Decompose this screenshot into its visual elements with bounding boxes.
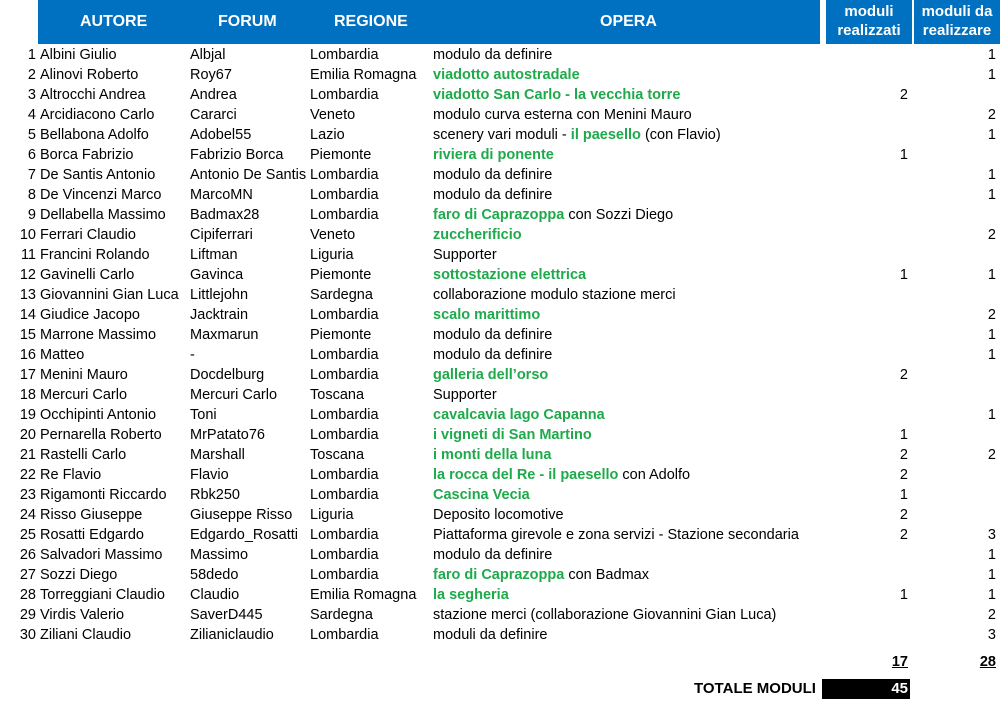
opera-before-text: modulo da definire: [433, 167, 553, 183]
table-row: [0, 185, 1000, 205]
cell-moduli-realizzati: 2: [899, 367, 908, 383]
table-row: [0, 605, 1000, 625]
cell-opera: [433, 505, 823, 525]
cell-moduli-realizzati: 2: [899, 507, 908, 523]
opera-before-text: Piattaforma girevole e zona servizi - Stazione secondaria: [433, 527, 799, 543]
table-row: [0, 245, 1000, 265]
opera-before-text: moduli da definire: [433, 627, 548, 643]
cell-forum: Giuseppe Risso: [190, 507, 293, 523]
row-number: 9: [27, 207, 36, 223]
opera-before-text: modulo da definire: [433, 327, 553, 343]
cell-moduli-realizzati: 1: [899, 487, 908, 503]
cell-autore: Re Flavio: [40, 467, 102, 483]
cell-autore: Matteo: [40, 347, 85, 363]
header-autore: AUTORE: [80, 13, 148, 30]
cell-forum: Roy67: [190, 67, 232, 83]
table-row: [0, 565, 1000, 585]
row-number: 12: [19, 267, 36, 283]
cell-forum: -: [190, 347, 195, 363]
cell-autore: Rastelli Carlo: [40, 447, 127, 463]
cell-opera: [433, 65, 823, 85]
cell-forum: Toni: [190, 407, 217, 423]
opera-before-text: modulo da definire: [433, 187, 553, 203]
row-number: 17: [19, 367, 36, 383]
cell-autore: Sozzi Diego: [40, 567, 118, 583]
table-row: [0, 445, 1000, 465]
cell-autore: Francini Rolando: [40, 247, 150, 263]
table-row: [0, 625, 1000, 645]
cell-regione: Lombardia: [310, 367, 379, 383]
cell-autore: Mercuri Carlo: [40, 387, 128, 403]
table-row: [0, 305, 1000, 325]
cell-opera: [433, 365, 823, 385]
row-number: 26: [19, 547, 36, 563]
total-moduli-value: 45: [822, 679, 910, 699]
row-number: 2: [27, 67, 36, 83]
opera-before-text: modulo da definire: [433, 47, 553, 63]
cell-autore: Albini Giulio: [40, 47, 117, 63]
cell-moduli-da-realizzare: 3: [987, 527, 996, 543]
table-row: [0, 325, 1000, 345]
cell-opera: [433, 45, 823, 65]
cell-moduli-da-realizzare: 1: [987, 347, 996, 363]
cell-forum: Jacktrain: [190, 307, 249, 323]
cell-regione: Lombardia: [310, 167, 379, 183]
cell-autore: Bellabona Adolfo: [40, 127, 149, 143]
header-da-realizzare-line2: realizzare: [922, 22, 992, 39]
cell-opera: [433, 405, 823, 425]
opera-hl-text: i vigneti di San Martino: [433, 427, 592, 443]
opera-before-text: Deposito locomotive: [433, 507, 564, 523]
cell-autore: Menini Mauro: [40, 367, 128, 383]
cell-forum: Andrea: [190, 87, 237, 103]
cell-opera: [433, 185, 823, 205]
cell-opera: [433, 145, 823, 165]
cell-regione: Lombardia: [310, 467, 379, 483]
table-row: [0, 505, 1000, 525]
table-row: [0, 485, 1000, 505]
cell-forum: Cararci: [190, 107, 237, 123]
cell-autore: Rosatti Edgardo: [40, 527, 144, 543]
cell-regione: Piemonte: [310, 147, 372, 163]
table-row: [0, 585, 1000, 605]
cell-autore: De Santis Antonio: [40, 167, 156, 183]
header-da-realizzare: [914, 0, 1000, 44]
header-opera: OPERA: [600, 13, 657, 30]
opera-before-text: Supporter: [433, 387, 497, 403]
opera-after-text: con Badmax: [564, 567, 649, 583]
opera-hl-text: cavalcavia lago Capanna: [433, 407, 605, 423]
row-number: 24: [19, 507, 36, 523]
cell-autore: Torreggiani Claudio: [40, 587, 165, 603]
table-row: [0, 145, 1000, 165]
cell-opera: [433, 445, 823, 465]
cell-autore: Borca Fabrizio: [40, 147, 134, 163]
row-number: 25: [19, 527, 36, 543]
table-row: [0, 265, 1000, 285]
table-row: [0, 365, 1000, 385]
table-row: [0, 105, 1000, 125]
cell-regione: Lombardia: [310, 87, 379, 103]
cell-moduli-da-realizzare: 1: [987, 547, 996, 563]
cell-regione: Sardegna: [310, 607, 373, 623]
opera-hl-text: galleria dell’orso: [433, 367, 549, 383]
cell-opera: [433, 545, 823, 565]
cell-moduli-da-realizzare: 1: [987, 267, 996, 283]
cell-forum: Marshall: [190, 447, 245, 463]
opera-hl-text: faro di Caprazoppa: [433, 567, 565, 583]
cell-autore: Dellabella Massimo: [40, 207, 166, 223]
opera-hl-text: scalo marittimo: [433, 307, 541, 323]
table-row: [0, 345, 1000, 365]
cell-opera: [433, 225, 823, 245]
cell-moduli-da-realizzare: 1: [987, 127, 996, 143]
header-realizzati: [826, 0, 912, 44]
cell-moduli-realizzati: 1: [899, 427, 908, 443]
opera-before-text: modulo da definire: [433, 347, 553, 363]
cell-opera: [433, 345, 823, 365]
cell-autore: Giudice Jacopo: [40, 307, 140, 323]
row-number: 18: [19, 387, 36, 403]
cell-moduli-da-realizzare: 1: [987, 327, 996, 343]
opera-before-text: stazione merci (collaborazione Giovannini Gian Luca): [433, 607, 777, 623]
cell-forum: SaverD445: [190, 607, 263, 623]
cell-opera: [433, 285, 823, 305]
row-number: 10: [19, 227, 36, 243]
opera-hl-text: riviera di ponente: [433, 147, 554, 163]
opera-hl-text: sottostazione elettrica: [433, 267, 587, 283]
row-number: 6: [27, 147, 36, 163]
cell-moduli-da-realizzare: 2: [987, 607, 996, 623]
cell-moduli-realizzati: 1: [899, 267, 908, 283]
header-regione: REGIONE: [334, 13, 408, 30]
cell-moduli-realizzati: 1: [899, 147, 908, 163]
cell-forum: Massimo: [190, 547, 249, 563]
cell-forum: Mercuri Carlo: [190, 387, 278, 403]
cell-forum: Docdelburg: [190, 367, 265, 383]
cell-autore: Gavinelli Carlo: [40, 267, 135, 283]
cell-autore: Virdis Valerio: [40, 607, 125, 623]
cell-opera: [433, 605, 823, 625]
cell-moduli-da-realizzare: 1: [987, 47, 996, 63]
cell-autore: Arcidiacono Carlo: [40, 107, 155, 123]
cell-opera: [433, 265, 823, 285]
cell-regione: Lombardia: [310, 547, 379, 563]
row-number: 7: [27, 167, 36, 183]
cell-moduli-da-realizzare: 1: [987, 187, 996, 203]
cell-forum: Claudio: [190, 587, 240, 603]
cell-autore: Ferrari Claudio: [40, 227, 136, 243]
cell-regione: Liguria: [310, 247, 354, 263]
cell-opera: [433, 85, 823, 105]
cell-autore: Pernarella Roberto: [40, 427, 162, 443]
cell-moduli-da-realizzare: 2: [987, 227, 996, 243]
cell-moduli-realizzati: 2: [899, 467, 908, 483]
cell-opera: [433, 485, 823, 505]
cell-opera: [433, 425, 823, 445]
cell-forum: 58dedo: [190, 567, 239, 583]
table-row: [0, 65, 1000, 85]
cell-autore: Marrone Massimo: [40, 327, 157, 343]
row-number: 27: [19, 567, 36, 583]
cell-regione: Emilia Romagna: [310, 587, 417, 603]
row-number: 29: [19, 607, 36, 623]
header-da-realizzare-line1: moduli da: [921, 3, 993, 20]
cell-opera: [433, 205, 823, 225]
cell-moduli-realizzati: 2: [899, 87, 908, 103]
row-number: 3: [27, 87, 36, 103]
cell-opera: [433, 585, 823, 605]
cell-regione: Lombardia: [310, 627, 379, 643]
row-number: 14: [19, 307, 36, 323]
cell-autore: Alinovi Roberto: [40, 67, 139, 83]
cell-forum: Edgardo_Rosatti: [190, 527, 299, 543]
cell-autore: De Vincenzi Marco: [40, 187, 162, 203]
cell-opera: [433, 525, 823, 545]
table-row: [0, 45, 1000, 65]
cell-opera: [433, 105, 823, 125]
row-number: 1: [27, 47, 36, 63]
cell-forum: Fabrizio Borca: [190, 147, 284, 163]
table-row: [0, 405, 1000, 425]
cell-autore: Salvadori Massimo: [40, 547, 163, 563]
row-number: 16: [19, 347, 36, 363]
cell-opera: [433, 125, 823, 145]
cell-forum: Rbk250: [190, 487, 240, 503]
cell-autore: Rigamonti Riccardo: [40, 487, 167, 503]
cell-regione: Emilia Romagna: [310, 67, 417, 83]
header-realizzati-line2: realizzati: [837, 22, 901, 39]
opera-before-text: Supporter: [433, 247, 497, 263]
table-row: [0, 525, 1000, 545]
total-da-realizzare: 28: [979, 654, 996, 670]
cell-regione: Lombardia: [310, 187, 379, 203]
cell-moduli-da-realizzare: 3: [987, 627, 996, 643]
cell-forum: MarcoMN: [190, 187, 253, 203]
opera-hl-text: il paesello: [570, 127, 641, 143]
table-row: [0, 125, 1000, 145]
cell-regione: Lombardia: [310, 427, 379, 443]
cell-autore: Altrocchi Andrea: [40, 87, 146, 103]
cell-regione: Lombardia: [310, 407, 379, 423]
table-row: [0, 545, 1000, 565]
row-number: 4: [27, 107, 36, 123]
table-row: [0, 385, 1000, 405]
cell-regione: Lombardia: [310, 307, 379, 323]
cell-forum: Zilianiclaudio: [190, 627, 274, 643]
cell-moduli-da-realizzare: 1: [987, 407, 996, 423]
cell-forum: Liftman: [190, 247, 238, 263]
table-row: [0, 165, 1000, 185]
cell-opera: [433, 245, 823, 265]
cell-regione: Piemonte: [310, 327, 372, 343]
row-number: 21: [19, 447, 36, 463]
cell-regione: Lombardia: [310, 527, 379, 543]
opera-hl-text: viadotto autostradale: [433, 67, 580, 83]
cell-regione: Lazio: [310, 127, 345, 143]
cell-moduli-da-realizzare: 1: [987, 67, 996, 83]
table-row: [0, 285, 1000, 305]
row-number: 30: [19, 627, 36, 643]
opera-before-text: modulo da definire: [433, 547, 553, 563]
cell-moduli-realizzati: 2: [899, 447, 908, 463]
row-number: 15: [19, 327, 36, 343]
cell-forum: Badmax28: [190, 207, 260, 223]
cell-forum: Albjal: [190, 47, 226, 63]
cell-regione: Lombardia: [310, 47, 379, 63]
total-realizzati: 17: [891, 654, 908, 670]
cell-autore: Occhipinti Antonio: [40, 407, 157, 423]
cell-regione: Liguria: [310, 507, 354, 523]
row-number: 11: [20, 247, 36, 263]
table-row: [0, 85, 1000, 105]
opera-before-text: modulo curva esterna con Menini Mauro: [433, 107, 692, 123]
table-row: [0, 465, 1000, 485]
row-number: 23: [19, 487, 36, 503]
cell-opera: [433, 305, 823, 325]
opera-after-text: (con Flavio): [640, 127, 721, 143]
opera-before-text: scenery vari moduli -: [433, 127, 571, 143]
cell-opera: [433, 325, 823, 345]
cell-moduli-da-realizzare: 1: [987, 567, 996, 583]
row-number: 22: [19, 467, 36, 483]
cell-opera: [433, 385, 823, 405]
cell-forum: Antonio De Santis: [190, 167, 307, 183]
cell-regione: Lombardia: [310, 207, 379, 223]
cell-autore: Risso Giuseppe: [40, 507, 143, 523]
cell-forum: Maxmarun: [190, 327, 259, 343]
cell-moduli-realizzati: 2: [899, 527, 908, 543]
table-row: [0, 225, 1000, 245]
cell-moduli-da-realizzare: 1: [987, 167, 996, 183]
opera-after-text: con Sozzi Diego: [564, 207, 674, 223]
cell-autore: Giovannini Gian Luca: [40, 287, 179, 303]
cell-moduli-da-realizzare: 2: [987, 447, 996, 463]
opera-hl-text: faro di Caprazoppa: [433, 207, 565, 223]
opera-before-text: collaborazione modulo stazione merci: [433, 287, 676, 303]
row-number: 13: [19, 287, 36, 303]
cell-moduli-da-realizzare: 1: [987, 587, 996, 603]
opera-after-text: con Adolfo: [618, 467, 691, 483]
cell-forum: Flavio: [190, 467, 229, 483]
opera-hl-text: Cascina Vecia: [433, 487, 530, 503]
cell-opera: [433, 165, 823, 185]
row-number: 5: [27, 127, 36, 143]
cell-forum: MrPatato76: [190, 427, 265, 443]
cell-forum: Gavinca: [190, 267, 244, 283]
opera-hl-text: la rocca del Re - il paesello: [433, 467, 619, 483]
cell-opera: [433, 565, 823, 585]
cell-regione: Sardegna: [310, 287, 373, 303]
cell-regione: Lombardia: [310, 487, 379, 503]
header-band: [38, 0, 820, 44]
cell-autore: Ziliani Claudio: [40, 627, 132, 643]
cell-regione: Piemonte: [310, 267, 372, 283]
cell-moduli-da-realizzare: 2: [987, 307, 996, 323]
opera-hl-text: viadotto San Carlo - la vecchia torre: [433, 87, 681, 103]
cell-regione: Toscana: [310, 447, 365, 463]
cell-opera: [433, 465, 823, 485]
cell-regione: Lombardia: [310, 567, 379, 583]
cell-regione: Veneto: [310, 227, 356, 243]
cell-regione: Lombardia: [310, 347, 379, 363]
cell-moduli-realizzati: 1: [899, 587, 908, 603]
row-number: 28: [19, 587, 36, 603]
cell-moduli-da-realizzare: 2: [987, 107, 996, 123]
row-number: 20: [19, 427, 36, 443]
opera-hl-text: la segheria: [433, 587, 509, 603]
cell-forum: Littlejohn: [190, 287, 249, 303]
cell-regione: Toscana: [310, 387, 365, 403]
row-number: 8: [27, 187, 36, 203]
cell-forum: Adobel55: [190, 127, 252, 143]
cell-regione: Veneto: [310, 107, 356, 123]
table-row: [0, 425, 1000, 445]
total-label: TOTALE MODULI: [694, 680, 816, 697]
table-row: [0, 205, 1000, 225]
cell-forum: Cipiferrari: [190, 227, 253, 243]
opera-hl-text: i monti della luna: [433, 447, 552, 463]
opera-hl-text: zuccherificio: [433, 227, 522, 243]
header-realizzati-line1: moduli: [844, 3, 894, 20]
row-number: 19: [19, 407, 36, 423]
header-forum: FORUM: [218, 13, 277, 30]
cell-opera: [433, 625, 823, 645]
